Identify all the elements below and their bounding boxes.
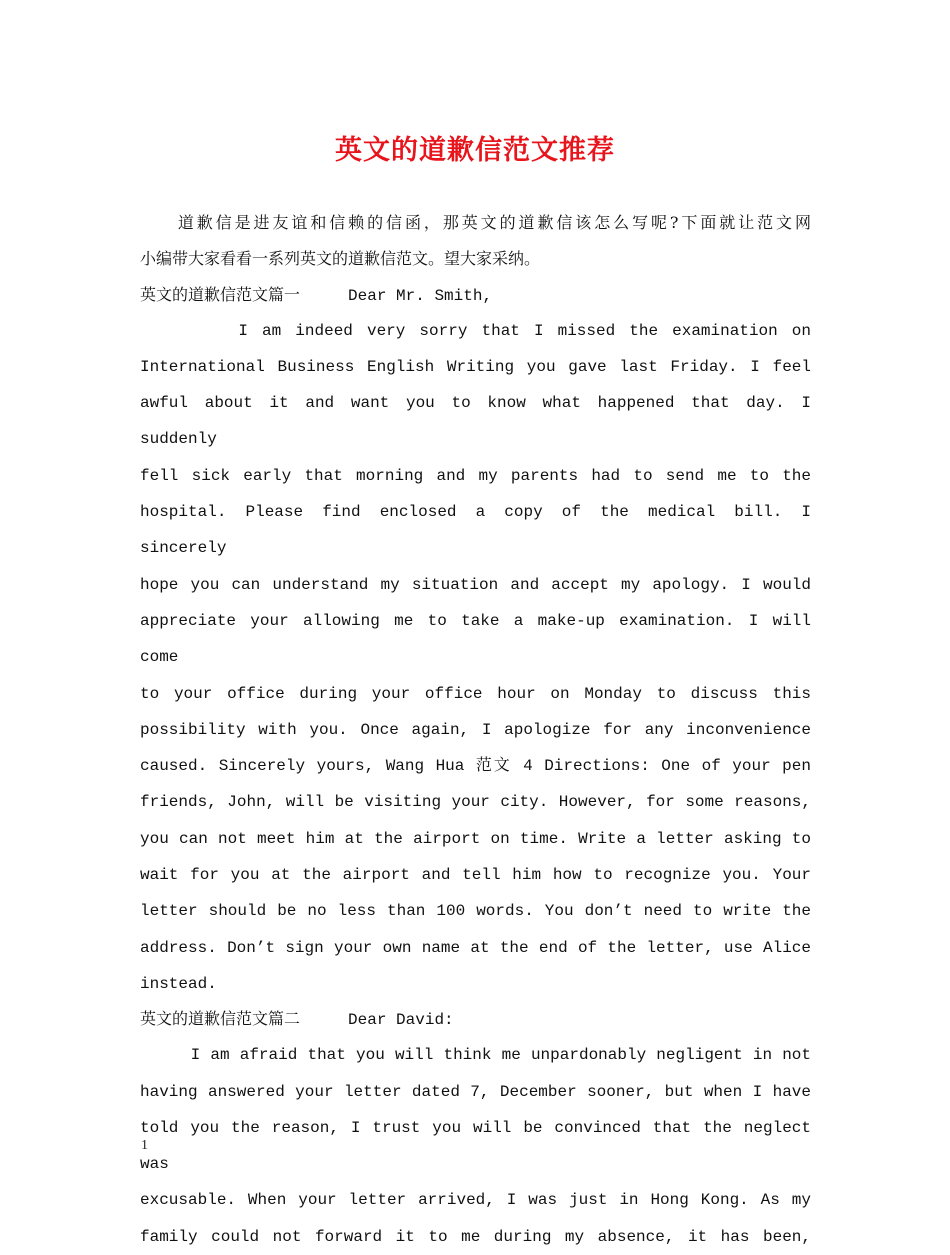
text-line: awful about it and want you to know what happened that day. I suddenly bbox=[140, 394, 811, 449]
document-title: 英文的道歉信范文推荐 bbox=[335, 135, 615, 166]
section-title: 英文的道歉信范文篇一 bbox=[140, 284, 301, 304]
section-heading bbox=[140, 278, 811, 313]
text-line: hope you can understand my situation and accept my apology. I would bbox=[140, 575, 811, 594]
text-line: letter should be no less than 100 words. You don’t need to write the bbox=[140, 902, 811, 921]
text-line: excusable. When your letter arrived, I was just in Hong Kong. As my bbox=[140, 1191, 811, 1210]
text-line: I am indeed very sorry that I missed the examination on bbox=[140, 321, 811, 340]
text-line: hospital. Please find enclosed a copy of the medical bill. I sincerely bbox=[140, 503, 811, 558]
intro-line: 小编带大家看看一系列英文的道歉信范文。望大家采纳。 bbox=[140, 249, 541, 269]
text-line: wait for you at the airport and tell him how to recognize you. Your bbox=[140, 866, 811, 885]
section-2-paragraph bbox=[140, 1037, 811, 1255]
text-line: instead. bbox=[140, 974, 217, 993]
text-line: told you the reason, I trust you will be convinced that the neglect was bbox=[140, 1118, 811, 1174]
section-1-paragraph bbox=[140, 313, 811, 1003]
section-title: 英文的道歉信范文篇二 bbox=[140, 1009, 301, 1029]
intro-line: 道歉信是进友谊和信赖的信函，那英文的道歉信该怎么写呢?下面就让范文网 bbox=[140, 213, 811, 232]
text-line: International Business English Writing you gave last Friday. I feel bbox=[140, 357, 811, 376]
document-body bbox=[140, 205, 811, 1255]
text-line: fell sick early that morning and my parents had to send me to the bbox=[140, 466, 811, 485]
text-line: address. Don’t sign your own name at the end of the letter, use Alice bbox=[140, 938, 811, 957]
text-line: I am afraid that you will think me unpardonably negligent in not bbox=[140, 1046, 811, 1065]
text-line: having answered your letter dated 7, December sooner, but when I have bbox=[140, 1082, 811, 1101]
text-line: you can not meet him at the airport on time. Write a letter asking to bbox=[140, 829, 811, 848]
text-line: appreciate your allowing me to take a make-up examination. I will come bbox=[140, 611, 811, 667]
text-line: to your office during your office hour on Monday to discuss this bbox=[140, 684, 811, 703]
section-heading bbox=[140, 1002, 811, 1037]
text-line: caused. Sincerely yours, Wang Hua 范文 4 Directions: One of your pen bbox=[140, 757, 811, 776]
text-line: family could not forward it to me during my absence, it has been, bbox=[140, 1227, 811, 1246]
text-line: friends, John, will be visiting your city. However, for some reasons, bbox=[140, 793, 811, 812]
page-number: 1 bbox=[141, 1138, 148, 1153]
salutation: Dear David: bbox=[348, 1011, 454, 1030]
text-line: possibility with you. Once again, I apologize for any inconvenience bbox=[140, 720, 811, 739]
salutation: Dear Mr. Smith, bbox=[348, 286, 493, 305]
